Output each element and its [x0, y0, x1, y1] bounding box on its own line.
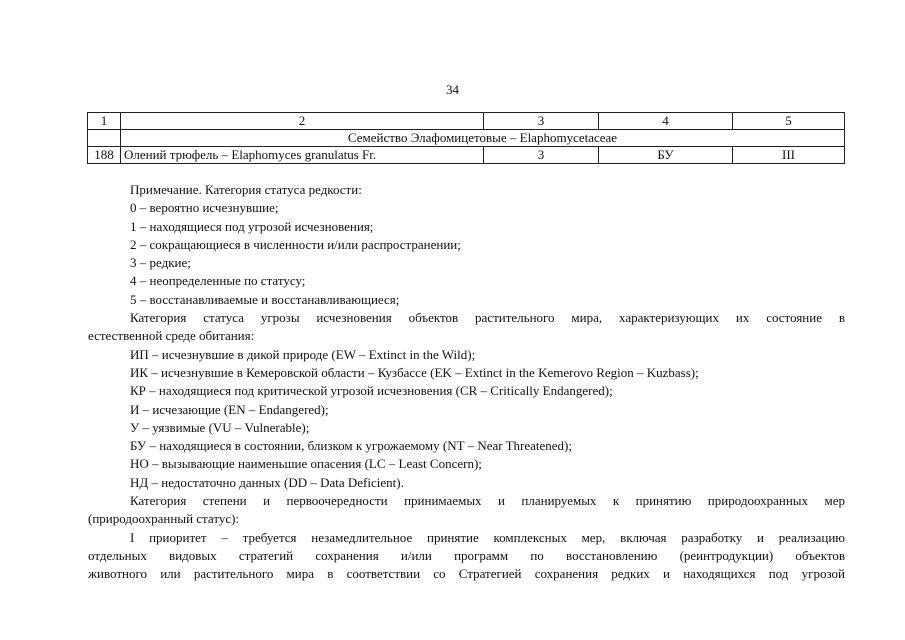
species-name: Олений трюфель – Elaphomyces granulatus Fr.: [121, 147, 484, 164]
family-name: Семейство Элафомицетовые – Elaphomycetaceae: [121, 130, 845, 147]
page-number: 34: [446, 82, 459, 97]
rarity-item: 1 – находящиеся под угрозой исчезновения;: [130, 218, 374, 234]
family-row-empty-cell: [88, 130, 121, 147]
header-cell-4: 4: [599, 113, 733, 130]
header-cell-2: 2: [121, 113, 484, 130]
header-cell-3: 3: [484, 113, 599, 130]
threat-item: ИП – исчезнувшие в дикой природе (EW – Extinct in the Wild);: [130, 346, 476, 362]
priority-intro-line: (природоохранный статус):: [88, 511, 240, 527]
threat-intro-line: естественной среде обитания:: [88, 328, 255, 344]
rarity-item: 4 – неопределенные по статусу;: [130, 273, 306, 289]
rarity-item: 3 – редкие;: [130, 255, 191, 271]
priority-1-line: животного или растительного мира в соответствии со Стратегией сохранения редких и находящихся под угрозой: [88, 566, 845, 582]
threat-status: БУ: [599, 147, 733, 164]
threat-item: КР – находящиеся под критической угрозой исчезновения (CR – Critically Endangered);: [130, 383, 613, 399]
priority-1-line: I приоритет – требуется незамедлительное принятие комплексных мер, включая разработку и реализацию: [130, 529, 845, 545]
threat-intro-line: Категория статуса угрозы исчезновения объектов растительного мира, характеризующих их состояние в: [130, 310, 845, 326]
species-number: 188: [88, 147, 121, 164]
table-row: [88, 147, 845, 164]
threat-item: ИК – исчезнувшие в Кемеровской области – Кузбассе (EK – Extinct in the Kemerovo Region – Kuzbass);: [130, 364, 699, 380]
family-row: [88, 130, 845, 147]
note-title: Примечание. Категория статуса редкости:: [130, 182, 362, 197]
rarity-item: 2 – сокращающиеся в численности и/или распространении;: [130, 236, 461, 252]
species-table: [87, 112, 845, 164]
header-cell-1: 1: [88, 113, 121, 130]
threat-item: НД – недостаточно данных (DD – Data Deficient).: [130, 474, 404, 490]
header-cell-5: 5: [733, 113, 845, 130]
priority-1-line: отдельных видовых стратегий сохранения и/или программ по восстановлению (реинтродукции) объектов: [88, 547, 845, 563]
threat-item: И – исчезающие (EN – Endangered);: [130, 401, 329, 417]
rarity-category: 3: [484, 147, 599, 164]
table-header-row: [88, 113, 845, 130]
rarity-item: 0 – вероятно исчезнувшие;: [130, 200, 279, 216]
threat-item: НО – вызывающие наименьшие опасения (LC – Least Concern);: [130, 456, 482, 472]
note-section: [88, 181, 845, 584]
conservation-priority: III: [733, 147, 845, 164]
rarity-item: 5 – восстанавливаемые и восстанавливающиеся;: [130, 291, 400, 307]
threat-item: БУ – находящиеся в состоянии, близком к угрожаемому (NT – Near Threatened);: [130, 438, 572, 454]
threat-item: У – уязвимые (VU – Vulnerable);: [130, 419, 310, 435]
priority-intro-line: Категория степени и первоочередности принимаемых и планируемых к принятию природоохранных мер: [130, 493, 845, 509]
